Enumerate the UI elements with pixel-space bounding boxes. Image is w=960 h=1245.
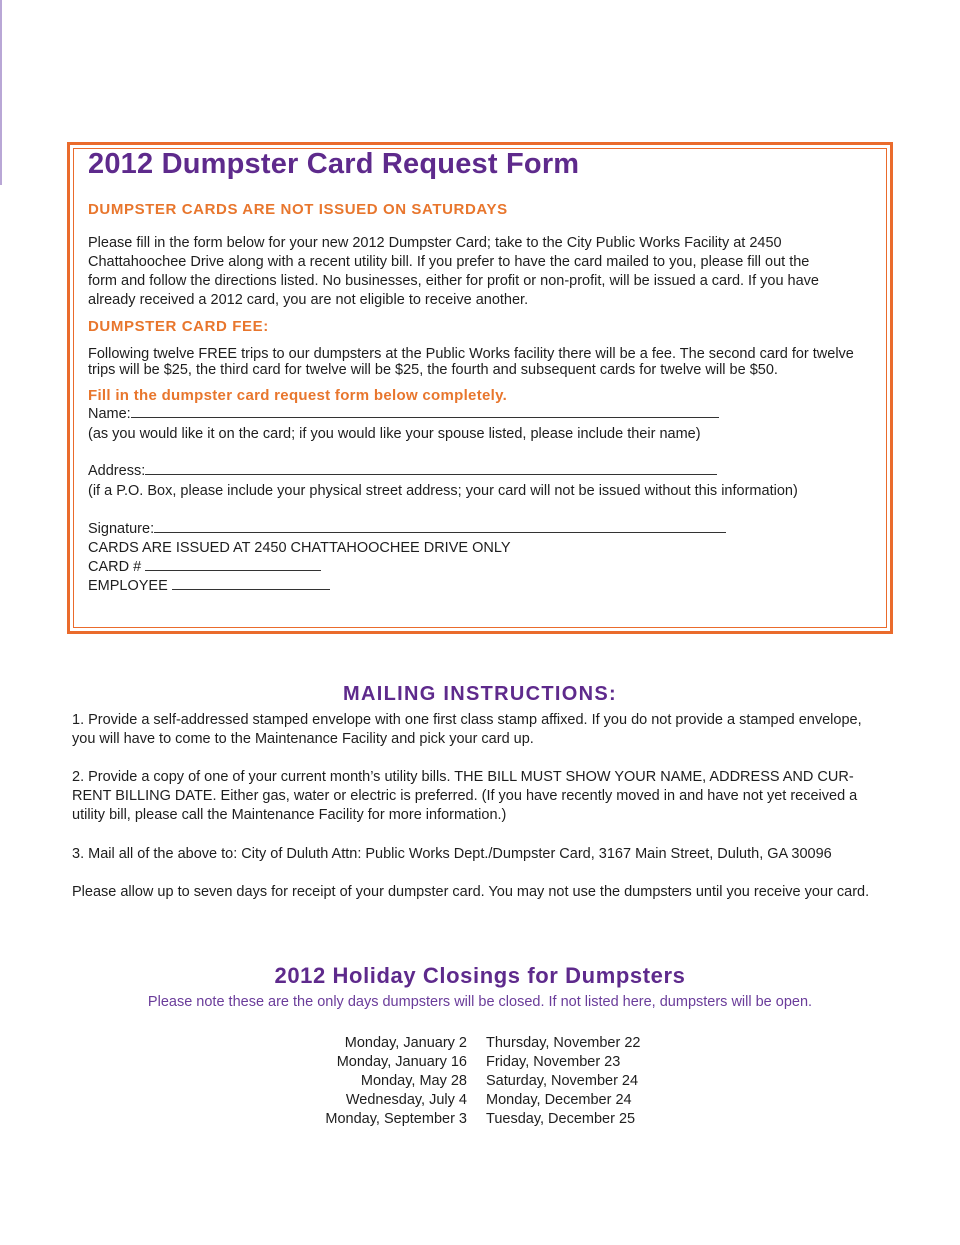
- address-row: [88, 462, 717, 481]
- fill-heading: Fill in the dumpster card request form below completely.: [88, 387, 508, 404]
- employee-row: [88, 577, 330, 596]
- fee-line: Following twelve FREE trips to our dumpsters at the Public Works facility there will be a fee. The second card for twelve: [88, 346, 854, 362]
- holiday-date: Tuesday, December 25: [486, 1111, 636, 1127]
- mailing-item-1: [72, 711, 894, 749]
- holiday-title: 2012 Holiday Closings for Dumpsters: [274, 963, 686, 988]
- holiday-date: Monday, January 16: [336, 1054, 467, 1070]
- holiday-date: Monday, May 28: [360, 1073, 467, 1089]
- intro-line: already received a 2012 card, you are not eligible to receive another.: [88, 292, 529, 308]
- fee-paragraph: [88, 346, 878, 378]
- mailing-item-2: [72, 768, 894, 825]
- mailing-line: utility bill, please call the Maintenance Facility for more information.): [72, 807, 507, 823]
- form-title: 2012 Dumpster Card Request Form: [88, 148, 580, 180]
- card-number-label: CARD #: [88, 559, 142, 575]
- fee-heading: DUMPSTER CARD FEE:: [88, 318, 269, 335]
- card-number-field[interactable]: [145, 558, 321, 571]
- saturday-notice: DUMPSTER CARDS ARE NOT ISSUED ON SATURDAYS: [88, 201, 508, 218]
- holiday-date: Monday, January 2: [344, 1035, 467, 1051]
- holiday-list-right: [486, 1034, 640, 1129]
- intro-line: Chattahoochee Drive along with a recent utility bill. If you prefer to have the card mailed to you, please fill out the: [88, 254, 810, 270]
- signature-row: [88, 520, 726, 539]
- employee-label: EMPLOYEE: [88, 578, 168, 594]
- address-hint: (if a P.O. Box, please include your physical street address; your card will not be issued without this information): [88, 483, 798, 499]
- holiday-date: Monday, September 3: [325, 1111, 467, 1127]
- signature-field[interactable]: [154, 520, 726, 533]
- holiday-date: Friday, November 23: [486, 1054, 621, 1070]
- holiday-list-left: [325, 1034, 467, 1129]
- name-row: [88, 405, 719, 424]
- mailing-item-3: 3. Mail all of the above to: City of Duluth Attn: Public Works Dept./Dumpster Card, 3167 Main Street, Duluth, GA 30096: [72, 846, 832, 862]
- mailing-line: 2. Provide a copy of one of your current month’s utility bills. THE BILL MUST SHOW YOUR NAME, ADDRESS AND CUR-: [72, 769, 854, 785]
- issued-note: CARDS ARE ISSUED AT 2450 CHATTAHOOCHEE DRIVE ONLY: [88, 540, 511, 556]
- name-hint: (as you would like it on the card; if you would like your spouse listed, please include their name): [88, 426, 701, 442]
- holiday-date: Wednesday, July 4: [345, 1092, 467, 1108]
- intro-line: Please fill in the form below for your new 2012 Dumpster Card; take to the City Public Works Facility at 2450: [88, 235, 782, 251]
- mailing-heading: MAILING INSTRUCTIONS:: [343, 683, 617, 705]
- mailing-line: 1. Provide a self-addressed stamped envelope with one first class stamp affixed. If you do not provide a stamped envelope,: [72, 712, 862, 728]
- address-field[interactable]: [145, 462, 717, 475]
- card-number-row: [88, 558, 321, 577]
- address-label: Address:: [88, 463, 146, 479]
- holiday-date: Thursday, November 22: [486, 1035, 641, 1051]
- name-field[interactable]: [131, 405, 719, 418]
- signature-label: Signature:: [88, 521, 155, 537]
- holiday-date: Monday, December 24: [486, 1092, 632, 1108]
- page-edge-rule: [0, 0, 2, 185]
- mailing-closing: Please allow up to seven days for receipt of your dumpster card. You may not use the dumpsters until you receive your card.: [72, 884, 870, 900]
- fee-line: trips will be $25, the third card for twelve will be $25, the fourth and subsequent cards for twelve will be $50.: [88, 362, 778, 378]
- name-label: Name:: [88, 406, 131, 422]
- mailing-line: RENT BILLING DATE. Either gas, water or electric is preferred. (If you have recently moved in and have not yet received a: [72, 788, 858, 804]
- intro-line: form and follow the directions listed. No businesses, either for profit or non-profit, will be issued a card. If you have: [88, 273, 819, 289]
- holiday-note: Please note these are the only days dumpsters will be closed. If not listed here, dumpsters will be open.: [147, 994, 813, 1010]
- employee-field[interactable]: [172, 577, 330, 590]
- holiday-date: Saturday, November 24: [486, 1073, 639, 1089]
- mailing-line: you will have to come to the Maintenance Facility and pick your card up.: [72, 731, 534, 747]
- intro-paragraph: [88, 234, 878, 310]
